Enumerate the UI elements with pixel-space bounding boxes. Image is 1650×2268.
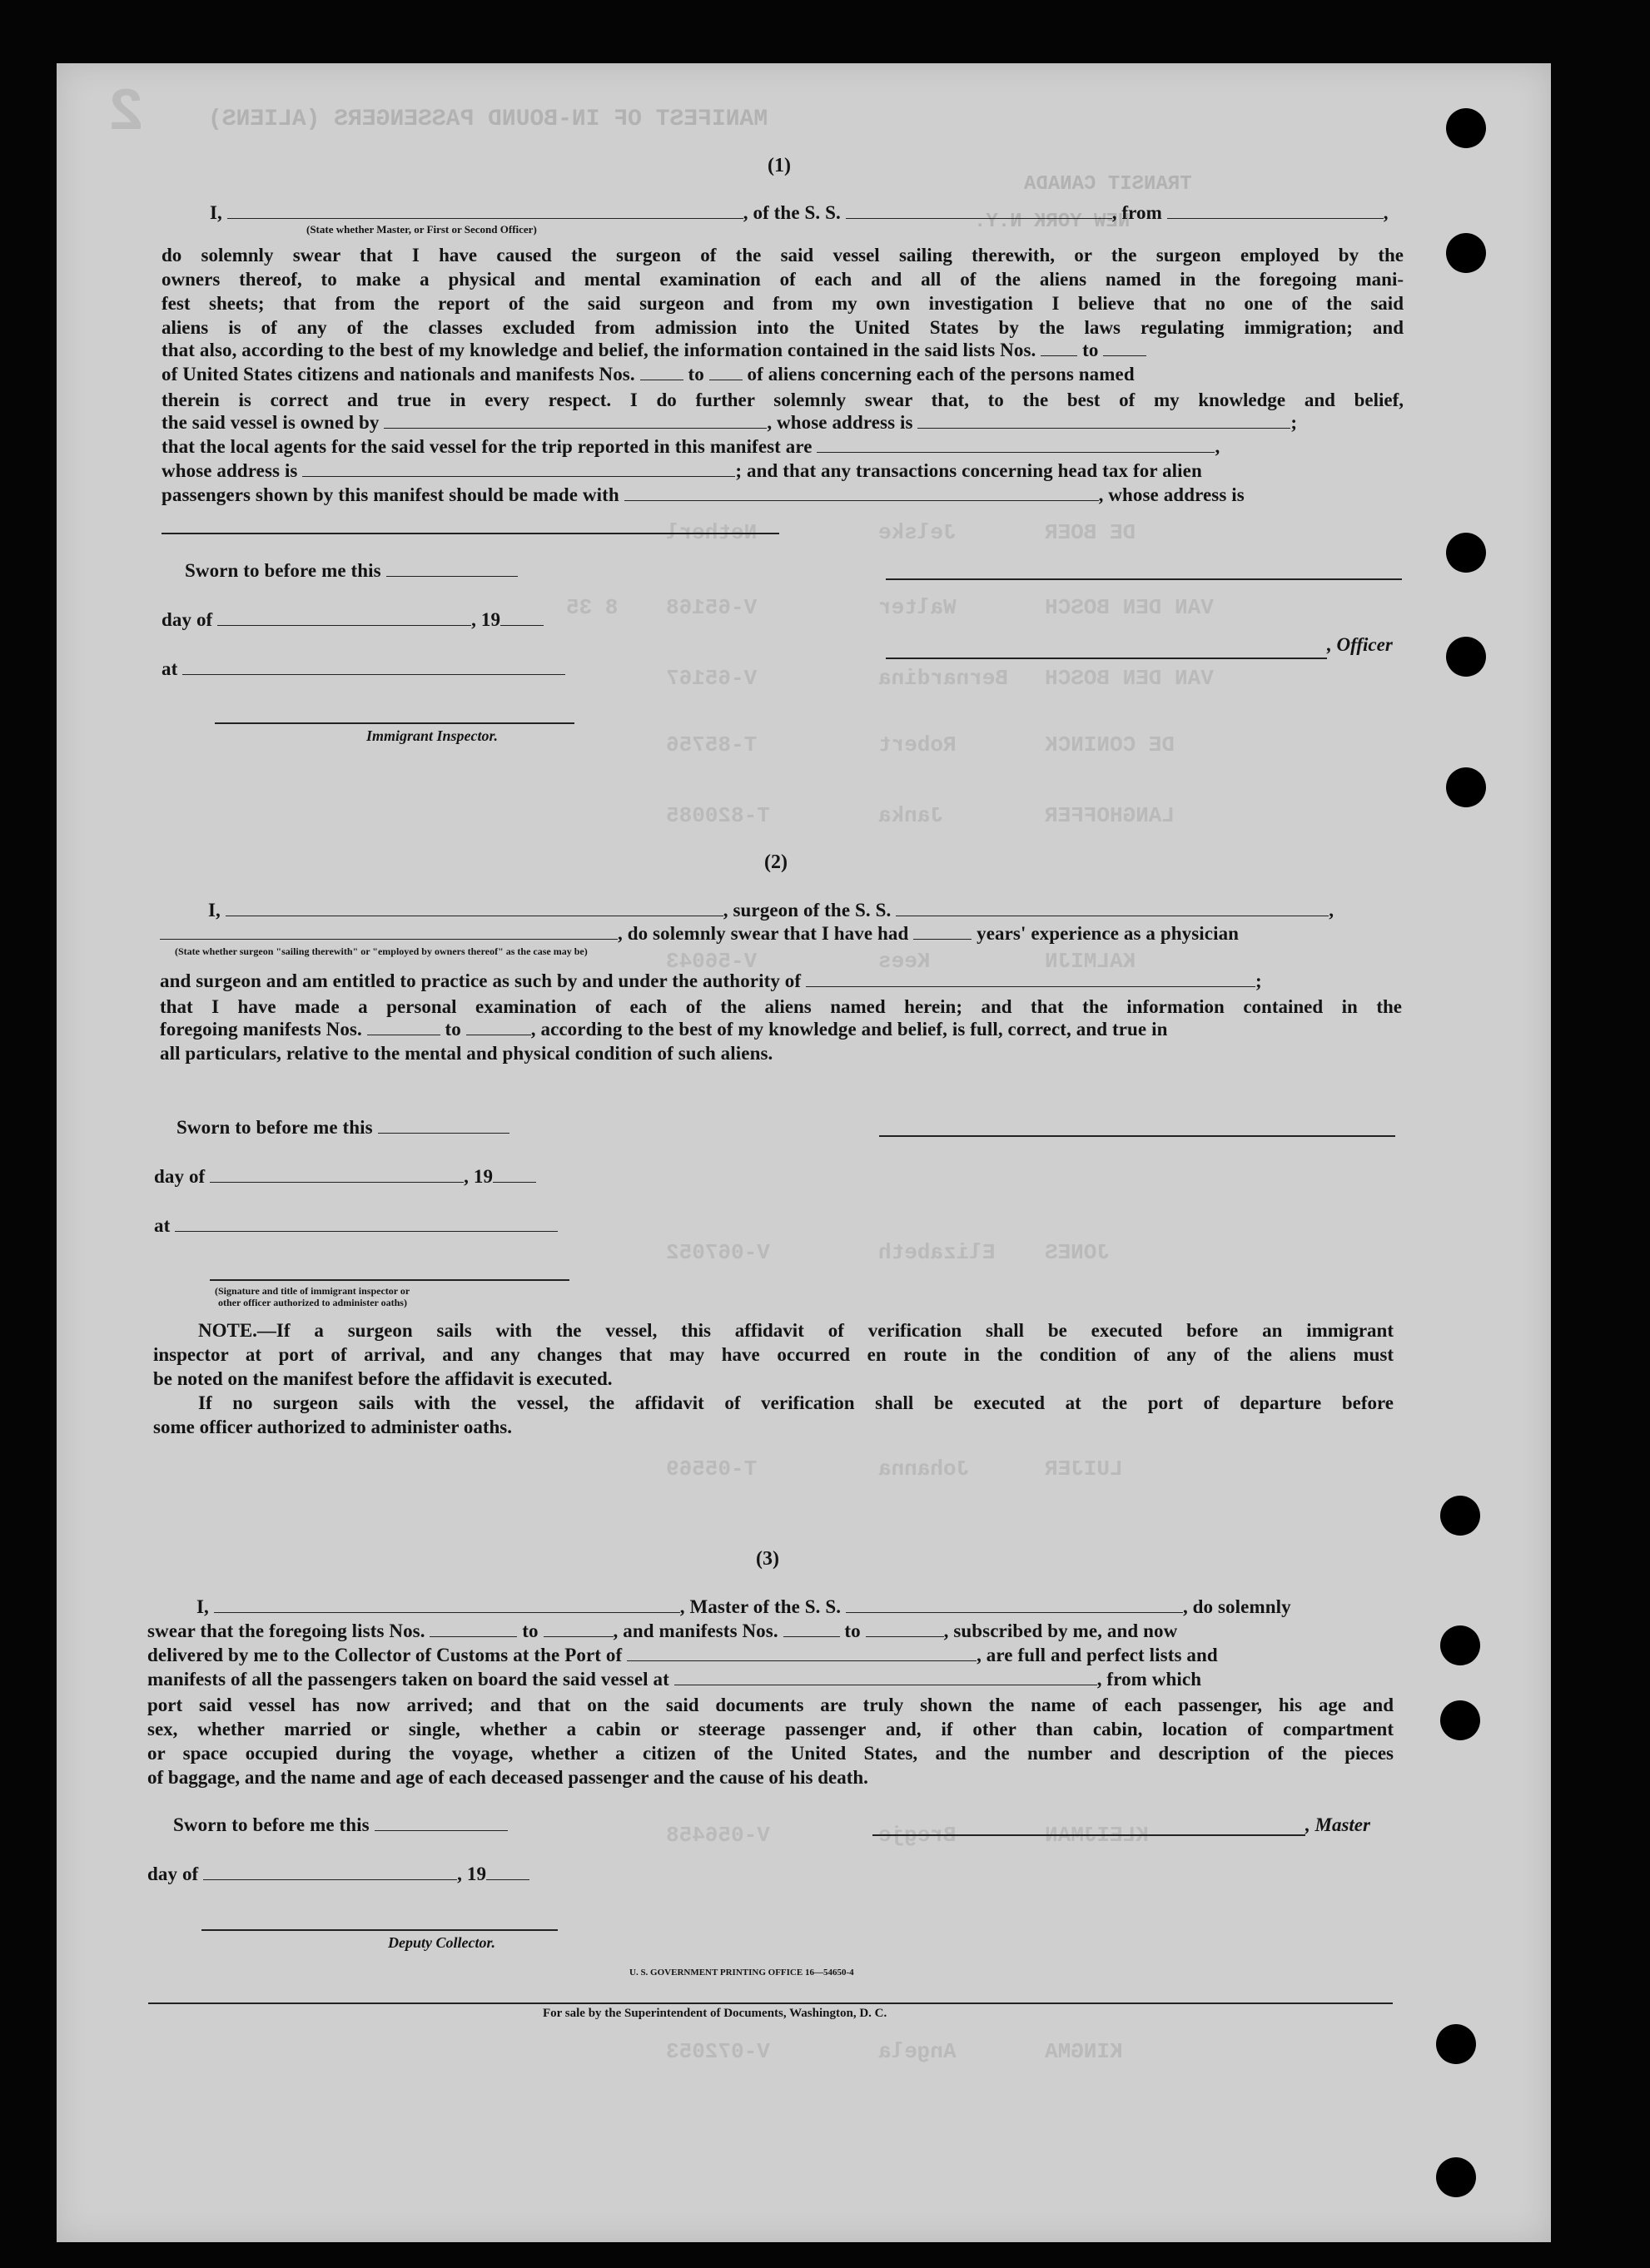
s1-manifest-from-field[interactable] [640,365,683,380]
s2-day-label: day of [154,1166,206,1187]
s3-sworn-line [173,1814,508,1836]
s1-sworn-line [185,560,518,582]
s1-owner-field[interactable] [384,413,767,429]
s3-to-label: to [522,1620,539,1641]
s1-from-label: , from [1111,202,1162,223]
s1-day-field[interactable] [217,610,471,626]
s3-manifest-from-field[interactable] [783,1621,840,1637]
s3-line2 [147,1620,1177,1642]
s3-from-which-label: , from which [1096,1669,1202,1690]
s3-line1 [196,1596,1291,1618]
s1-of-ss-label: , of the S. S. [743,202,841,223]
s2-experience-label: years' experience as a physician [977,923,1240,944]
s1-officer-field[interactable] [227,203,743,219]
s1-head-tax-line [162,484,1245,506]
s1-at-line [162,658,565,680]
s3-sworn-field[interactable] [375,1815,508,1831]
s1-para-line: therein is correct and true in every respect. I do further solemnly swear that, to the best of my knowledge and belief, [162,390,1404,410]
s2-manifest-to-field[interactable] [466,1020,531,1035]
s2-day-field[interactable] [210,1167,464,1183]
s2-p1: and surgeon and am entitled to practice as such by and under the authority of ; [160,970,1262,991]
s3-manifests-label: , and manifests Nos. [613,1620,778,1641]
s1-at-label: at [162,658,178,679]
s2-vessel-field[interactable] [896,901,1329,916]
s2-at-label: at [154,1215,171,1236]
s2-surgeon-type-field[interactable] [160,924,618,940]
ghost-row-extra: 8 35 [566,595,619,620]
s2-i-label: I, [208,900,221,921]
s2-authority-field[interactable] [806,971,1255,987]
s1-para-line: do solemnly swear that I have caused the surgeon of the said vessel sailing therewith, or the surgeon employed by the [162,245,1404,266]
s2-note-line: some officer authorized to administer oaths. [153,1417,512,1437]
s2-year-field[interactable] [493,1167,536,1183]
s1-year-field[interactable] [500,610,544,626]
s1-of-aliens-text: of aliens concerning each of the persons named [747,364,1135,385]
s3-manifest-to-field[interactable] [866,1621,944,1637]
s1-lists-to-field[interactable] [1103,340,1146,356]
ghost-row-given: Kees [878,949,931,974]
s3-subscribed-label: , subscribed by me, and now [943,1620,1178,1641]
ghost-row-name: JONES [1045,1240,1111,1265]
s2-manifest-from-field[interactable] [367,1020,440,1035]
s3-para-line: of baggage, and the name and age of each deceased passenger and the cause of his death. [147,1767,868,1788]
s3-lists-label: swear that the foregoing lists Nos. [147,1620,425,1641]
s2-signature-line[interactable] [879,1135,1395,1137]
s1-para-line-lists [162,340,1146,361]
ghost-row-doc: V-56043 [666,949,758,974]
s2-surgeon-label: , surgeon of the S. S. [723,900,892,921]
s3-i-label: I, [196,1596,209,1617]
s1-manifests-text: of United States citizens and nationals and manifests Nos. [162,364,635,385]
s1-agents-field[interactable] [817,437,1215,453]
s1-at-field[interactable] [182,659,565,675]
s2-line2 [160,923,1239,945]
s1-sworn-label: Sworn to before me this [185,560,381,581]
s1-whose-address-label: , whose address is [1098,484,1245,505]
for-sale-line: For sale by the Superintendent of Documents, Washington, D. C. [543,2007,887,2020]
s3-year-field[interactable] [486,1864,529,1880]
s1-owned-line: the said vessel is owned by , whose address is ; [162,412,1298,433]
s3-day-line [147,1864,529,1885]
ghost-row-doc: V-072053 [666,2039,770,2064]
s1-inspector-line[interactable] [215,722,574,724]
ghost-row-name: DE BOER [1045,520,1136,545]
ghost-port: NEW YORK N.Y. [974,211,1131,233]
s3-port-field[interactable] [627,1645,977,1661]
s2-note-line: If no surgeon sails with the vessel, the affidavit of verification shall be executed at the port of departure before [198,1392,1394,1413]
ghost-row-name: DE CONINCK [1045,732,1175,757]
ghost-row-given: Walter [878,595,957,620]
s2-years-field[interactable] [913,924,972,940]
s1-year-label: , 19 [471,609,501,630]
ghost-row-name: VAN DEN BOSCH [1045,595,1214,620]
ghost-row-doc: V-067052 [666,1240,770,1265]
s1-vessel-field[interactable] [846,203,1112,219]
s3-day-field[interactable] [203,1864,457,1880]
s3-vessel-field[interactable] [846,1597,1183,1613]
s1-officer-note: (State whether Master, or First or Second Officer) [306,223,537,236]
s2-surgeon-note: (State whether surgeon "sailing therewith" or "employed by owners thereof" as the case may be) [175,945,588,957]
s3-to-label: to [844,1620,861,1641]
section-3-number: (3) [756,1548,779,1570]
ghost-stamp-digit: 2 [108,79,145,147]
s2-at-line [154,1215,558,1237]
s3-board-label: manifests of all the passengers taken on board the said vessel at [147,1669,669,1690]
s2-sworn-field[interactable] [378,1118,509,1134]
s1-to-label: to [688,364,704,385]
s1-passengers-text: passengers shown by this manifest should be made with [162,484,619,505]
s3-para-line: sex, whether married or single, whether a cabin or steerage passenger and, if other than cabin, location of compartment [147,1719,1394,1739]
s1-para-line: fest sheets; that from the report of the said surgeon and from my own investigation I believe that no one of the said [162,293,1404,314]
s1-head-tax-field[interactable] [624,485,1099,501]
s1-day-label: day of [162,609,213,630]
s3-year-label: , 19 [457,1864,487,1884]
ghost-row-doc: V-65168 [666,595,758,620]
s2-to-label: to [445,1019,461,1040]
s2-note-line: inspector at port of arrival, and any changes that may have occurred en route in the condition of any of the aliens must [153,1344,1394,1365]
s3-para-line: port said vessel has now arrived; and that on the said documents are truly shown the name of each passenger, his age and [147,1695,1394,1715]
s2-p2: that I have made a personal examination of each of the aliens named herein; and that the information contained in the [160,996,1402,1017]
s1-officer-line[interactable] [886,658,1327,659]
s2-at-field[interactable] [175,1216,558,1232]
s3-line3 [147,1645,1218,1666]
ghost-row-given: Bernardina [878,666,1009,691]
s1-line1: I, , of the S. S. , from , [210,202,1389,223]
ghost-row-given: Bregje [878,1823,957,1848]
s3-collector-line[interactable] [201,1929,558,1931]
s2-surgeon-name-field[interactable] [226,901,723,916]
s1-day-line [162,609,544,631]
section-1-number: (1) [768,155,791,176]
s2-line1: I, , surgeon of the S. S. , [208,900,1334,921]
s1-whose-address-label: , whose address is [767,412,913,433]
s1-address-field-line[interactable] [162,533,779,534]
s1-agents-address-field[interactable] [302,461,735,477]
s1-lists-from-field[interactable] [1041,340,1077,356]
s3-port-label: delivered by me to the Collector of Customs at the Port of [147,1645,623,1665]
s1-sworn-field[interactable] [386,561,518,577]
s3-para-line: or space occupied during the voyage, whether a citizen of the United States, and the number and description of the pieces [147,1743,1394,1764]
s2-year-label: , 19 [464,1166,494,1187]
s2-p3 [160,1019,1167,1040]
ghost-row-given: Angela [878,2039,957,2064]
ghost-row-given: Robert [878,732,957,757]
ghost-transit: TRANSIT CANADA [1024,173,1192,196]
ghost-row-doc: T-85756 [666,732,758,757]
ghost-row-given: Johanna [878,1457,970,1481]
s3-master-label: , Master of the S. S. [679,1596,842,1617]
footer-divider [148,2002,1393,2004]
section-2-number: (2) [764,851,788,873]
s1-para-line: aliens is of any of the classes excluded from admission into the United States by the laws regulating immigration; and [162,317,1404,338]
s2-according-text: , according to the best of my knowledge and belief, is full, correct, and true in [530,1019,1168,1040]
s1-i-label: I, [210,202,222,223]
s1-owned-text: the said vessel is owned by [162,412,380,433]
ghost-row-given: Elizabeth [878,1240,996,1265]
ghost-row-doc: T-05569 [666,1457,758,1481]
s3-lists-to-field[interactable] [544,1621,614,1637]
ghost-row-name: VAN DEN BOSCH [1045,666,1214,691]
s1-from-field[interactable] [1167,203,1384,219]
printing-office-line: U. S. GOVERNMENT PRINTING OFFICE 16—54650-4 [629,1968,854,1978]
s2-swear-label: , do solemnly swear that I have had [618,923,909,944]
s1-whose-address-text: whose address is [162,460,298,481]
s3-full-lists-label: , are full and perfect lists and [977,1645,1218,1665]
s1-manifest-to-field[interactable] [709,365,743,380]
s2-signature-inspector-line[interactable] [210,1279,569,1281]
s1-agents-text: that the local agents for the said vessel for the trip reported in this manifest are [162,436,813,457]
s3-master-signature-line[interactable] [872,1834,1305,1836]
s1-para-line: owners thereof, to make a physical and mental examination of each and all of the aliens named in the foregoing mani- [162,269,1404,290]
s3-solemnly-label: , do solemnly [1182,1596,1291,1617]
s1-inspector-label: Immigrant Inspector. [366,727,499,744]
s3-day-label: day of [147,1864,199,1884]
s2-day-line [154,1166,536,1188]
ghost-row-doc: T-820085 [666,803,770,828]
ghost-row-doc: Netherl [666,520,758,545]
s1-head-tax-text: ; and that any transactions concerning head tax for alien [735,460,1202,481]
s2-sworn-label: Sworn to before me this [176,1117,373,1138]
s2-p4: all particulars, relative to the mental and physical condition of such aliens. [160,1043,773,1064]
s2-note-line: be noted on the manifest before the affidavit is executed. [153,1368,613,1389]
s1-owner-address-field[interactable] [917,413,1290,429]
s3-master-name-field[interactable] [214,1597,680,1613]
s3-sworn-label: Sworn to before me this [173,1814,370,1835]
s3-lists-from-field[interactable] [430,1621,517,1637]
s3-board-port-field[interactable] [674,1670,1097,1685]
ghost-row-name: KINGMA [1045,2039,1123,2064]
s2-sig-note-1: (Signature and title of immigrant inspector or [215,1285,410,1297]
s1-signature-line[interactable] [886,578,1402,580]
s2-sworn-line [176,1117,509,1139]
s3-collector-label: Deputy Collector. [388,1934,495,1951]
s2-note-line: NOTE.—If a surgeon sails with the vessel, this affidavit of verification shall be executed before an immigrant [198,1320,1394,1341]
s2-authority-text: and surgeon and am entitled to practice as such by and under the authority of [160,970,802,991]
s3-master-signature-label: , Master [1305,1814,1370,1835]
ghost-row-name: KALMIJN [1045,949,1136,974]
s3-line4 [147,1669,1201,1690]
s1-agents-address-line [162,460,1202,482]
s1-para-line-manifests [162,364,1135,385]
s1-to-label: to [1082,340,1099,360]
s1-agents-line: that the local agents for the said vessel for the trip reported in this manifest are , [162,436,1220,457]
ghost-row-given: Jelske [878,520,957,545]
ghost-header: MANIFEST OF IN-BOUND PASSENGERS (ALIENS) [208,107,768,132]
s2-manifests-label: foregoing manifests Nos. [160,1019,362,1040]
ghost-row-doc: V-056458 [666,1823,770,1848]
ghost-row-name: KLEIJMAN [1045,1823,1149,1848]
s1-lists-text: that also, according to the best of my knowledge and belief, the information contained in the said lists Nos. [162,340,1036,360]
ghost-row-name: LUIJER [1045,1457,1123,1481]
ghost-row-name: LANGHOFFER [1045,803,1175,828]
ghost-row-given: Janka [878,803,944,828]
s1-officer-label: , Officer [1327,634,1393,655]
s2-sig-note-2: other officer authorized to administer oaths) [218,1297,407,1308]
ghost-row-doc: V-65167 [666,666,758,691]
